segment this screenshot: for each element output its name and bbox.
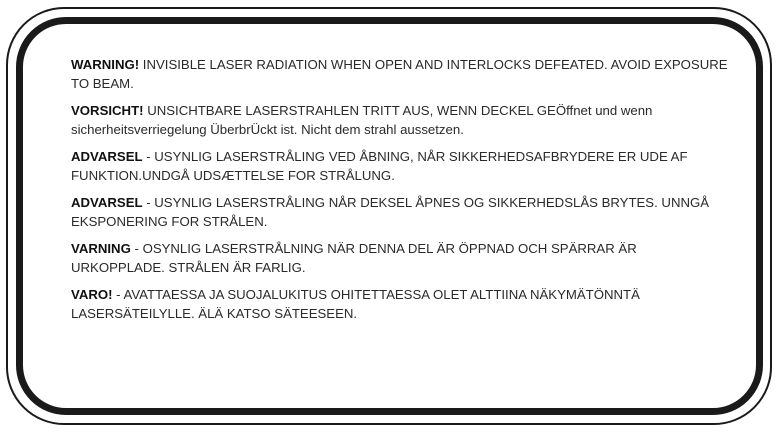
warning-text: - AVATTAESSA JA SUOJALUKITUS OHITETTAESSA OLET ALTTIINA NÄKYMÄTÖNNTÄ LASERSÄTEILYLLE. ÄLÄ KATSO SÄTEESEEN.	[71, 287, 640, 321]
warning-text: - USYNLIG LASERSTRÅLING NÅR DEKSEL ÅPNES OG SIKKERHEDSLÅS BRYTES. UNNGÅ EKSPONERING FOR STRÅLEN.	[71, 195, 710, 229]
warning-paragraph-norwegian	[71, 194, 731, 231]
warning-paragraph-danish	[71, 148, 731, 185]
warning-keyword: WARNING!	[71, 57, 140, 72]
warning-keyword: VARO!	[71, 287, 113, 302]
warning-text: INVISIBLE LASER RADIATION WHEN OPEN AND INTERLOCKS DEFEATED. AVOID EXPOSURE TO BEAM.	[71, 57, 728, 91]
warning-paragraph-finnish	[71, 286, 731, 323]
warning-paragraph-swedish	[71, 240, 731, 277]
warning-keyword: ADVARSEL	[71, 195, 143, 210]
warning-keyword: VARNING	[71, 241, 131, 256]
warning-text: - USYNLIG LASERSTRÅLING VED ÅBNING, NÅR SIKKERHEDSAFBRYDERE ER UDE AF FUNKTION.UNDGÅ UDSÆTTELSE FOR STRÅLUNG.	[71, 149, 688, 183]
warning-keyword: VORSICHT!	[71, 103, 144, 118]
warning-text: UNSICHTBARE LASERSTRAHLEN TRITT AUS, WENN DECKEL GEÖffnet und wenn sicherheitsverriegelung ÜberbrÜckt ist. Nicht dem strahl aussetzen.	[71, 103, 653, 137]
warning-keyword: ADVARSEL	[71, 149, 143, 164]
laser-warning-label	[71, 56, 731, 332]
warning-text: - OSYNLIG LASERSTRÅLNING NÄR DENNA DEL ÄR ÖPPNAD OCH SPÄRRAR ÄR URKOPPLADE. STRÅLEN ÄR FARLIG.	[71, 241, 637, 275]
warning-paragraph-english	[71, 56, 731, 93]
warning-paragraph-german	[71, 102, 731, 139]
